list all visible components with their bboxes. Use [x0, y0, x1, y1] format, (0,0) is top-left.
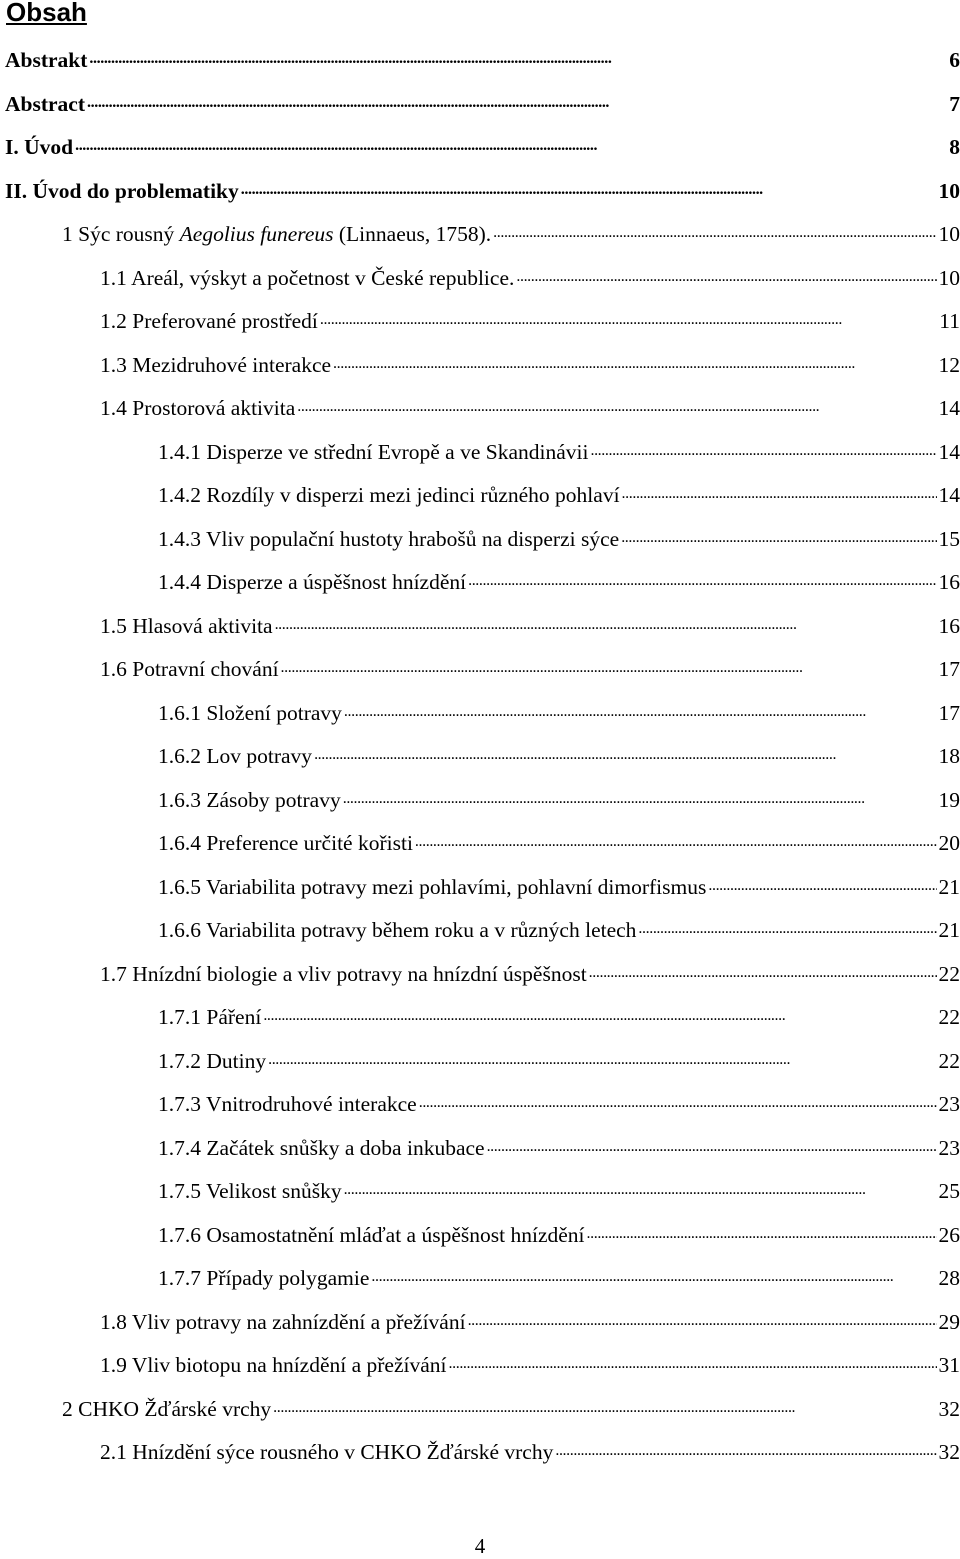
- toc-entry-page: 10: [938, 222, 960, 246]
- toc-entry[interactable]: [158, 1046, 960, 1076]
- toc-entry[interactable]: [5, 132, 960, 162]
- toc-entry-title: 1.4 Prostorová aktivita: [100, 396, 296, 420]
- toc-entry[interactable]: [100, 393, 960, 423]
- toc-entry-title: 1.7.6 Osamostatnění mláďat a úspěšnost hnízdění: [158, 1222, 585, 1247]
- toc-entry[interactable]: [158, 524, 960, 554]
- toc-entry-title: 1.6.1 Složení potravy: [158, 700, 342, 725]
- toc-entry-title-part: (Linnaeus, 1758).: [333, 222, 492, 246]
- toc-entry[interactable]: [62, 1394, 960, 1424]
- toc-dot-leader: [343, 785, 937, 807]
- toc-entry-page: 25: [938, 1179, 960, 1203]
- toc-entry[interactable]: [158, 698, 960, 728]
- toc-entry-title: Abstrakt: [5, 48, 88, 72]
- toc-entry-title: 1.8 Vliv potravy na zahnízdění a přežívání: [100, 1309, 466, 1334]
- toc-entry[interactable]: [158, 1220, 960, 1250]
- toc-entry[interactable]: [100, 350, 960, 380]
- toc-entry-page: 28: [938, 1266, 960, 1290]
- toc-entry-title: [62, 219, 491, 249]
- toc-entry-page: 10: [938, 178, 960, 203]
- toc-entry[interactable]: [100, 1307, 960, 1337]
- toc-entry[interactable]: [158, 915, 960, 945]
- toc-entry-title: 2 CHKO Žďárské vrchy: [62, 1396, 272, 1421]
- toc-dot-leader: [621, 524, 936, 546]
- toc-entry-page: 32: [938, 1440, 960, 1464]
- toc-entry-page: 23: [938, 1092, 960, 1116]
- toc-entry-title: 1.6.4 Preference určité kořisti: [158, 831, 413, 855]
- toc-entry-page: 20: [938, 831, 960, 855]
- toc-entry-title: 1.6 Potravní chování: [100, 657, 279, 681]
- toc-dot-leader: [589, 959, 937, 981]
- toc-entry[interactable]: [158, 785, 960, 815]
- toc-entry-page: 16: [938, 613, 960, 638]
- toc-dot-leader: [487, 1133, 937, 1155]
- toc-dot-leader: [622, 480, 937, 502]
- toc-entry-title: 1.4.4 Disperze a úspěšnost hnízdění: [158, 570, 467, 594]
- toc-dot-leader: [587, 1220, 937, 1242]
- toc-entry[interactable]: [158, 872, 960, 902]
- toc-dot-leader: [263, 1002, 936, 1024]
- toc-entry-page: 6: [949, 48, 960, 72]
- toc-dot-leader: [516, 263, 936, 285]
- toc-entry[interactable]: [158, 480, 960, 510]
- toc-dot-leader: [415, 828, 937, 850]
- toc-dot-leader: [275, 611, 937, 633]
- toc-entry-page: 29: [938, 1309, 960, 1334]
- toc-dot-leader: [419, 1089, 937, 1111]
- toc-dot-leader: [468, 567, 936, 589]
- toc-dot-leader: [344, 1176, 937, 1198]
- toc-entry-page: 12: [938, 352, 960, 377]
- toc-entry[interactable]: [100, 263, 960, 293]
- toc-entry-page: 21: [938, 918, 960, 942]
- toc-entry-title: 1.9 Vliv biotopu na hnízdění a přežívání: [100, 1353, 447, 1377]
- toc-entry-title: 1.7.4 Začátek snůšky a doba inkubace: [158, 1135, 485, 1160]
- toc-entry-title-part: 1 Sýc rousný: [62, 222, 180, 246]
- toc-entry-title-species: Aegolius funereus: [179, 222, 334, 246]
- toc-entry-title: 1.7.2 Dutiny: [158, 1048, 267, 1073]
- toc-dot-leader: [493, 219, 936, 241]
- toc-entry-title: 1.6.2 Lov potravy: [158, 744, 313, 768]
- toc-dot-leader: [333, 350, 936, 372]
- toc-dot-leader: [241, 176, 937, 198]
- toc-entry-page: 8: [949, 135, 960, 159]
- toc-entry-page: 14: [938, 439, 960, 464]
- toc-entry[interactable]: [158, 1089, 960, 1119]
- toc-entry-page: 22: [938, 1005, 960, 1029]
- toc-heading: Obsah: [6, 0, 87, 27]
- page-number: 4: [474, 1534, 486, 1558]
- toc-entry-page: 14: [938, 483, 960, 507]
- toc-entry-page: 16: [938, 570, 960, 594]
- toc-entry[interactable]: [62, 219, 960, 249]
- toc-dot-leader: [297, 393, 936, 415]
- toc-dot-leader: [281, 654, 937, 676]
- toc-entry-page: 18: [938, 744, 960, 768]
- toc-dot-leader: [87, 89, 947, 111]
- toc-entry[interactable]: [158, 1176, 960, 1206]
- toc-entry-title: 1.3 Mezidruhové interakce: [100, 352, 332, 377]
- toc-entry-page: 7: [949, 91, 960, 116]
- toc-entry-title: 1.4.3 Vliv populační hustoty hrabošů na disperzi sýce: [158, 526, 620, 551]
- toc-entry-page: 15: [938, 526, 960, 551]
- toc-entry-title: 1.7 Hnízdní biologie a vliv potravy na hnízdní úspěšnost: [100, 961, 587, 986]
- toc-dot-leader: [638, 915, 936, 937]
- toc-dot-leader: [320, 306, 937, 328]
- toc-entry[interactable]: [158, 1133, 960, 1163]
- toc-entry-title: I. Úvod: [5, 135, 74, 159]
- toc-entry-title: 1.6.3 Zásoby potravy: [158, 787, 341, 812]
- toc-entry-title: 1.5 Hlasová aktivita: [100, 613, 273, 638]
- toc-dot-leader: [273, 1394, 936, 1416]
- toc-entry-title: 1.7.3 Vnitrodruhové interakce: [158, 1092, 417, 1116]
- toc-entry-page: 32: [938, 1396, 960, 1421]
- toc-dot-leader: [449, 1350, 937, 1372]
- toc-entry-title: 1.6.6 Variabilita potravy během roku a v různých letech: [158, 918, 637, 942]
- toc-dot-leader: [89, 45, 947, 67]
- toc-dot-leader: [344, 698, 937, 720]
- toc-entry-title: 1.6.5 Variabilita potravy mezi pohlavími, pohlavní dimorfismus: [158, 874, 707, 899]
- toc-entry[interactable]: [158, 567, 960, 597]
- toc-dot-leader: [555, 1437, 936, 1459]
- toc-entry-page: 10: [938, 265, 960, 290]
- toc-entry-page: 22: [938, 961, 960, 986]
- toc-entry-title: 1.7.5 Velikost snůšky: [158, 1179, 342, 1203]
- toc-entry-page: 19: [938, 787, 960, 812]
- toc-entry-page: 23: [938, 1135, 960, 1160]
- toc-entry[interactable]: [5, 176, 960, 206]
- toc-entry-title: 1.7.1 Páření: [158, 1005, 262, 1029]
- toc-entry-page: 14: [938, 396, 960, 420]
- toc-entry[interactable]: [5, 89, 960, 119]
- toc-entry[interactable]: [158, 1002, 960, 1032]
- toc-entry-page: 17: [938, 700, 960, 725]
- toc-entry-title: 2.1 Hnízdění sýce rousného v CHKO Žďárské vrchy: [100, 1440, 554, 1464]
- toc-entry[interactable]: [100, 654, 960, 684]
- toc-entry[interactable]: [100, 1350, 960, 1380]
- toc-entry[interactable]: [100, 959, 960, 989]
- toc-entry-page: 22: [938, 1048, 960, 1073]
- toc-entry-title: 1.4.2 Rozdíly v disperzi mezi jedinci různého pohlaví: [158, 483, 620, 507]
- toc-entry[interactable]: [158, 741, 960, 771]
- toc-entry-page: 17: [938, 657, 960, 681]
- toc-entry-title: 1.7.7 Případy polygamie: [158, 1266, 370, 1290]
- toc-entry-page: 11: [939, 309, 960, 333]
- toc-entry-title: Abstract: [5, 91, 86, 116]
- toc-entry-title: 1.4.1 Disperze ve střední Evropě a ve Skandinávii: [158, 439, 589, 464]
- toc-entry[interactable]: [5, 45, 960, 75]
- toc-dot-leader: [708, 872, 936, 894]
- toc-entry[interactable]: [100, 1437, 960, 1467]
- toc-dot-leader: [590, 437, 936, 459]
- toc-entry-title: 1.1 Areál, výskyt a početnost v České republice.: [100, 265, 515, 290]
- toc-dot-leader: [314, 741, 936, 763]
- toc-entry[interactable]: [158, 828, 960, 858]
- toc-dot-leader: [268, 1046, 936, 1068]
- toc-dot-leader: [371, 1263, 936, 1285]
- toc-entry-page: 26: [938, 1222, 960, 1247]
- toc-entry-title: 1.2 Preferované prostředí: [100, 309, 318, 333]
- toc-entry[interactable]: [100, 306, 960, 336]
- toc-entry[interactable]: [100, 611, 960, 641]
- toc-dot-leader: [468, 1307, 937, 1329]
- toc-entry[interactable]: [158, 437, 960, 467]
- toc-dot-leader: [75, 132, 947, 154]
- toc-entry-page: 31: [938, 1353, 960, 1377]
- toc-entry[interactable]: [158, 1263, 960, 1293]
- toc-entry-page: 21: [938, 874, 960, 899]
- toc-entry-title: II. Úvod do problematiky: [5, 178, 239, 203]
